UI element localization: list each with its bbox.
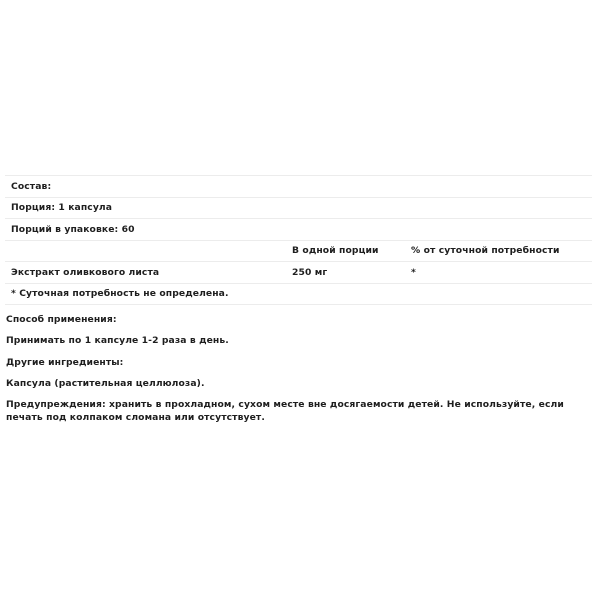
composition-label: Состав: xyxy=(5,176,592,198)
ingredient-name: Экстракт оливкового листа xyxy=(5,262,286,284)
serving-size: Порция: 1 капсула xyxy=(5,197,592,219)
other-ingredients-heading: Другие ингредиенты: xyxy=(6,357,124,368)
other-ingredients-text: Капсула (растительная целлюлоза). xyxy=(6,378,205,389)
ingredient-amount: 250 мг xyxy=(286,262,405,284)
table-row-servings-per-container xyxy=(5,219,592,241)
ingredient-daily-value: * xyxy=(405,262,592,284)
usage-text: Принимать по 1 капсуле 1-2 раза в день. xyxy=(6,335,229,346)
usage-heading: Способ применения: xyxy=(6,314,117,325)
warnings-text: Предупреждения: хранить в прохладном, сухом месте вне досягаемости детей. Не используйте, если печать под колпаком сломана или отсутствует. xyxy=(6,399,564,423)
column-header-per-serving: В одной порции xyxy=(286,240,405,262)
table-row-serving-size xyxy=(5,197,592,219)
column-header-daily-value: % от суточной потребности xyxy=(405,240,592,262)
table-header-row xyxy=(5,240,592,262)
table-row-composition xyxy=(5,176,592,198)
table-row-footnote xyxy=(5,283,592,305)
servings-per-container: Порций в упаковке: 60 xyxy=(5,219,592,241)
column-header-name xyxy=(5,240,286,262)
table-row xyxy=(5,262,592,284)
daily-value-footnote: * Суточная потребность не определена. xyxy=(5,283,592,305)
supplement-facts-table xyxy=(5,175,592,305)
